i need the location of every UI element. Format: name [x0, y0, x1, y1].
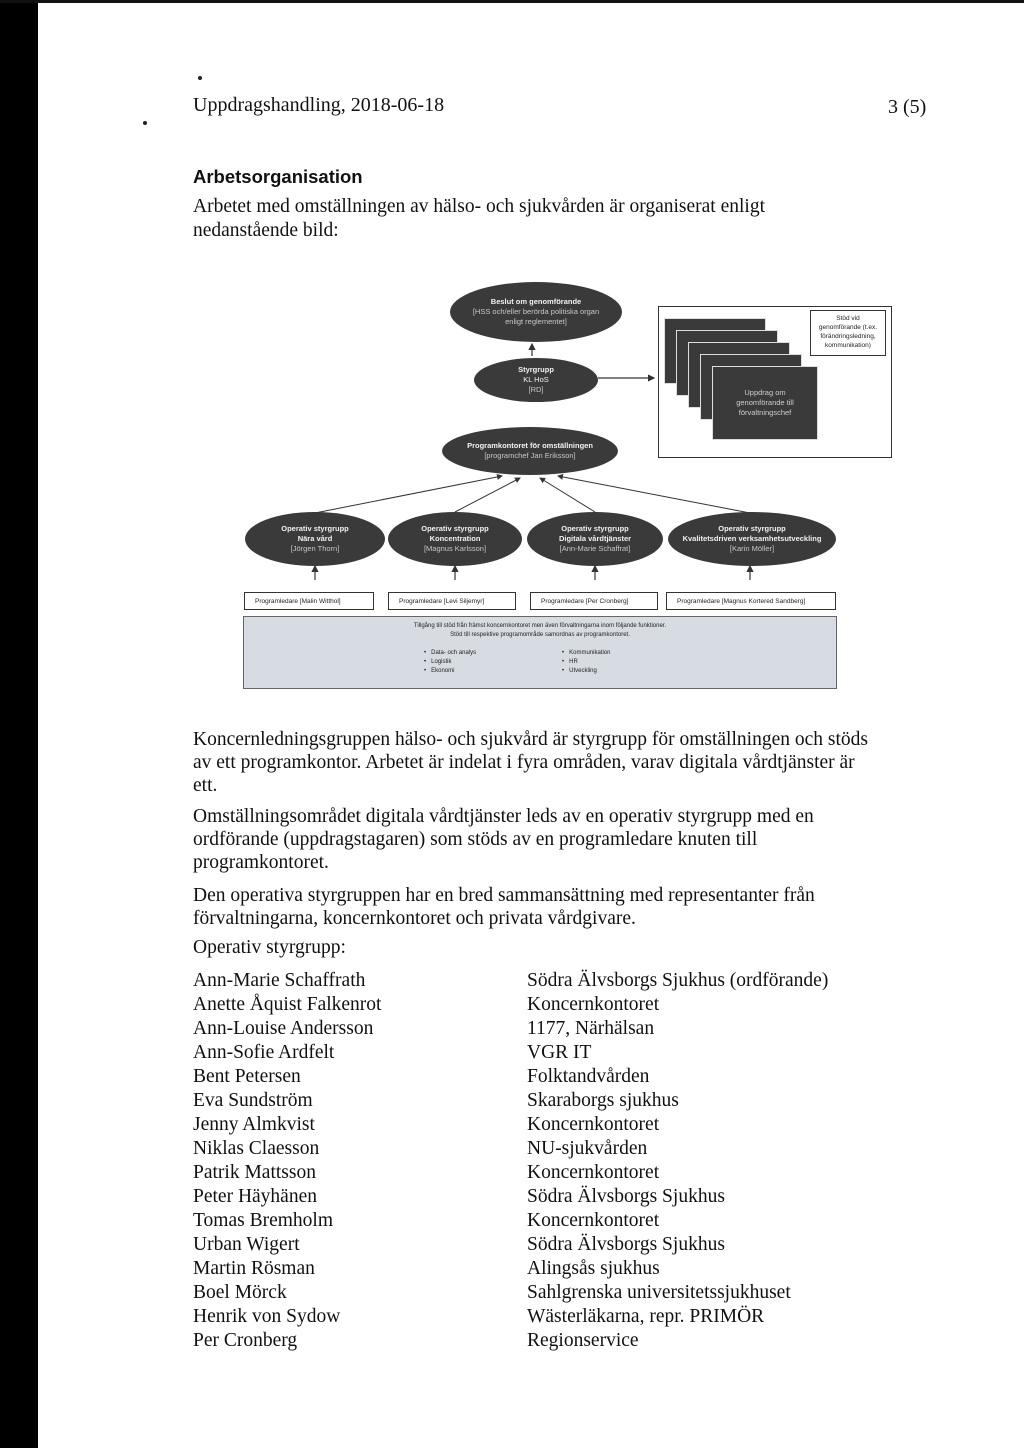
assignment-line-2: genomförande till — [736, 398, 794, 407]
member-name: Peter Häyhänen — [193, 1186, 317, 1207]
program-office-title: Programkontoret för omställningen — [467, 441, 593, 450]
assignment-line-3: förvaltningschef — [738, 408, 792, 417]
member-org: Regionservice — [527, 1330, 639, 1351]
scan-edge-top — [0, 0, 1024, 3]
decision-node — [450, 282, 622, 342]
program-manager-box: Programledare [Levi Siljemyr] — [388, 592, 516, 610]
support-item: • Utveckling — [562, 668, 597, 674]
member-org: Folktandvården — [527, 1066, 650, 1087]
operative-group-digitala-vardtjanster — [527, 512, 663, 566]
support-note-line-3: förändringsledning, — [820, 333, 876, 340]
member-name: Eva Sundström — [193, 1090, 313, 1111]
org-diagram — [240, 290, 878, 690]
member-org: Sahlgrenska universitetssjukhuset — [527, 1282, 791, 1303]
group-area: Koncentration — [429, 534, 481, 543]
support-item-label: Kommunikation — [569, 650, 611, 656]
group-lead: [Magnus Karlsson] — [423, 544, 487, 553]
member-org: Södra Älvsborgs Sjukhus — [527, 1186, 725, 1207]
member-name: Henrik von Sydow — [193, 1306, 341, 1327]
decision-subtitle-2: enligt reglementet] — [505, 317, 567, 326]
group-title: Operativ styrgrupp — [421, 524, 489, 533]
section-heading: Arbetsorganisation — [193, 166, 363, 187]
support-line-1: Tillgång till stöd från främst koncernkontoret men även förvaltningarna inom följande funktioner. — [413, 623, 667, 629]
member-name: Per Cronberg — [193, 1330, 298, 1351]
assignment-line-1: Uppdrag om — [744, 388, 786, 397]
paragraph-4: Operativ styrgrupp: — [193, 937, 346, 958]
group-area: Nära vård — [297, 534, 333, 543]
support-note-line-2: genomförande (t.ex. — [818, 324, 878, 331]
support-item-label: HR — [569, 659, 578, 665]
member-name: Anette Åquist Falkenrot — [193, 994, 382, 1015]
support-item-label: Ekonomi — [431, 668, 455, 674]
member-name: Ann-Sofie Ardfelt — [193, 1042, 335, 1063]
scan-speck — [198, 76, 202, 80]
support-note-line-4: kommunikation) — [825, 342, 871, 349]
decision-subtitle: [HSS och/eller berörda politiska organ — [472, 307, 600, 316]
document-title: Uppdragshandling, 2018-06-18 — [193, 94, 445, 116]
member-name: Bent Petersen — [193, 1066, 301, 1087]
support-item-label: Utveckling — [569, 668, 597, 674]
member-name: Martin Rösman — [193, 1258, 315, 1279]
member-name: Patrik Mattsson — [193, 1162, 316, 1183]
member-org: Södra Älvsborgs Sjukhus (ordförande) — [527, 970, 829, 991]
support-item: • HR — [562, 659, 578, 665]
support-line-2: Stöd till respektive programområde samordnas av programkontoret. — [450, 632, 630, 638]
paragraph-1: Koncernledningsgruppen hälso- och sjukvård är styrgrupp för omställningen och stöds av ett programkontor. Arbetet är indelat i fyra områden, varav digitala vårdtjänster är ett. — [193, 729, 868, 796]
group-area: Kvalitetsdriven verksamhetsutveckling — [682, 534, 822, 543]
group-title: Operativ styrgrupp — [718, 524, 786, 533]
operative-group-koncentration — [388, 512, 522, 566]
support-left-list — [424, 649, 476, 676]
operative-group-nara-vard — [245, 512, 385, 566]
operative-group-kvalitetsdriven — [668, 512, 836, 566]
member-name: Jenny Almkvist — [193, 1114, 315, 1135]
scan-edge-left — [0, 0, 38, 1448]
program-manager-box: Programledare [Per Cronberg] — [530, 592, 658, 610]
program-office-node — [442, 427, 618, 475]
member-org: Skaraborgs sjukhus — [527, 1090, 679, 1111]
member-name: Ann-Louise Andersson — [193, 1018, 374, 1039]
member-name: Niklas Claesson — [193, 1138, 320, 1159]
support-right-list — [562, 649, 610, 676]
member-name: Tomas Bremholm — [193, 1210, 333, 1231]
group-lead: [Karin Möller] — [729, 544, 775, 553]
member-org: NU-sjukvården — [527, 1138, 648, 1159]
scan-speck — [143, 121, 147, 125]
group-lead: [Ann-Marie Schaffrat] — [559, 544, 631, 553]
intro-line-1: Arbetet med omställningen av hälso- och sjukvården är organiserat enligt — [193, 196, 766, 217]
steering-title: Styrgrupp — [518, 365, 554, 374]
group-title: Operativ styrgrupp — [281, 524, 349, 533]
support-item-label: Logistik — [431, 659, 452, 665]
member-name: Boel Mörck — [193, 1282, 287, 1303]
member-name: Ann-Marie Schaffrath — [193, 970, 366, 991]
intro-line-2: nedanstående bild: — [193, 220, 339, 241]
member-org: 1177, Närhälsan — [527, 1018, 655, 1039]
group-lead: [Jörgen Thorn] — [290, 544, 340, 553]
support-item: • Ekonomi — [424, 668, 455, 674]
program-office-sub: [programchef Jan Eriksson] — [484, 451, 576, 460]
member-name: Urban Wigert — [193, 1234, 300, 1255]
paragraph-3: Den operativa styrgruppen har en bred sammansättning med representanter från förvaltningarna, koncernkontoret och privata vårdgivare. — [193, 885, 815, 929]
group-area: Digitala vårdtjänster — [558, 534, 632, 543]
member-org: Koncernkontoret — [527, 1114, 660, 1135]
support-item-label: Data- och analys — [431, 650, 477, 656]
program-manager-box: Programledare [Malin Witthol] — [244, 592, 374, 610]
steering-sub-2: [RD] — [528, 385, 544, 394]
program-manager-box: Programledare [Magnus Kortered Sandberg] — [666, 592, 836, 610]
steering-sub: KL HoS — [523, 375, 549, 384]
support-functions-box — [243, 616, 837, 689]
support-item: • Kommunikation — [562, 650, 611, 656]
paragraph-2: Omställningsområdet digitala vårdtjänster leds av en operativ styrgrupp med en ordförande (uppdragstagaren) som stöds av en programledare knuten till programkontoret. — [193, 806, 814, 873]
member-org: Koncernkontoret — [527, 994, 660, 1015]
support-note-line-1: Stöd vid — [836, 315, 860, 322]
member-org: Alingsås sjukhus — [527, 1258, 660, 1279]
decision-title: Beslut om genomförande — [490, 297, 582, 306]
member-org: Wästerläkarna, repr. PRIMÖR — [527, 1306, 765, 1327]
support-note-box — [810, 310, 886, 356]
assignment-document — [712, 366, 818, 440]
member-org: Koncernkontoret — [527, 1210, 660, 1231]
group-title: Operativ styrgrupp — [561, 524, 629, 533]
member-org: Koncernkontoret — [527, 1162, 660, 1183]
member-org: Södra Älvsborgs Sjukhus — [527, 1234, 725, 1255]
page-number: 3 (5) — [888, 96, 927, 118]
steering-group-node — [474, 358, 598, 402]
member-org: VGR IT — [527, 1042, 592, 1063]
support-item: • Data- och analys — [424, 650, 477, 656]
support-item: • Logistik — [424, 659, 452, 665]
